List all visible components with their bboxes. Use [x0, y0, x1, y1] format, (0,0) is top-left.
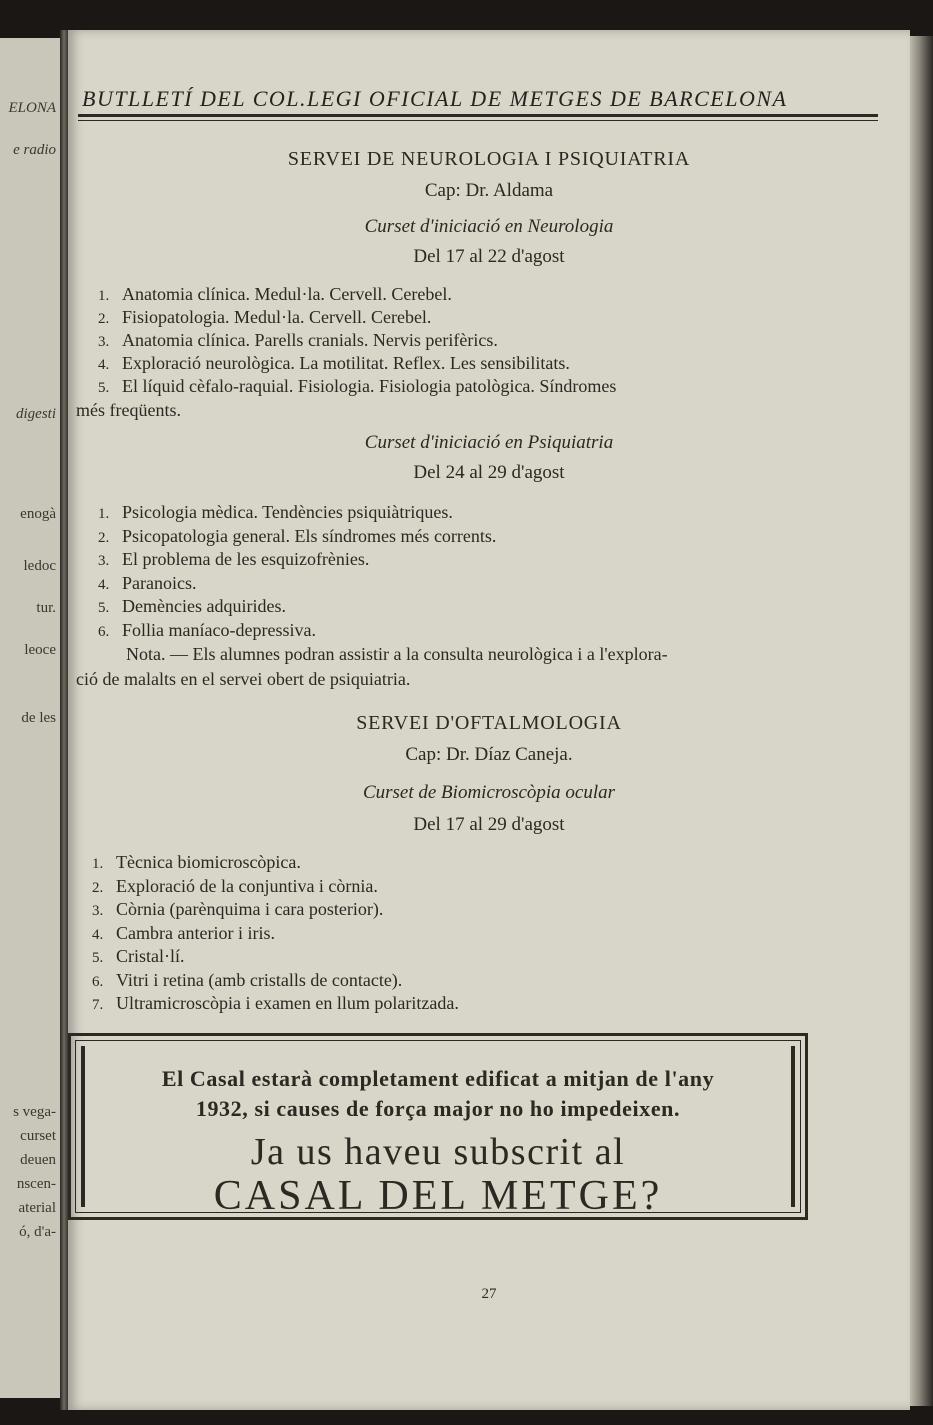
list-item-text: Psicologia mèdica. Tendències psiquiàtriques.	[122, 502, 453, 522]
header-rule-thin	[78, 120, 878, 121]
left-page-fragment: de les	[21, 710, 56, 726]
list-item-number: 2.	[98, 529, 110, 546]
list-continuation: més freqüents.	[76, 400, 181, 420]
list-item-number: 1.	[98, 288, 110, 304]
list-item	[98, 284, 452, 305]
running-header: BUTLLETÍ DEL COL.LEGI OFICIAL DE METGES DE BARCELONA	[82, 86, 788, 111]
header-rule-thick	[78, 114, 878, 117]
casal-advertisement	[68, 1033, 808, 1220]
left-page-fragment: e radio	[13, 142, 56, 158]
list-item-number: 5.	[92, 950, 104, 966]
note-line-2: ció de malalts en el servei obert de psiquiatria.	[76, 669, 411, 689]
list-item-text: Exploració de la conjuntiva i còrnia.	[116, 875, 378, 896]
list-item	[92, 923, 275, 944]
list-item-text: Anatomia clínica. Parells cranials. Nervis perifèrics.	[122, 330, 498, 350]
ad-line-1: El Casal estarà completament edificat a mitjan de l'any	[161, 1066, 715, 1091]
left-page-fragment: nscen-	[16, 1176, 56, 1192]
course-dates-oftalmologia: Del 17 al 29 d'agost	[413, 814, 565, 835]
list-item-number: 1.	[98, 506, 110, 522]
course-dates-neurologia: Del 17 al 22 d'agost	[413, 246, 565, 267]
list-item-number: 4.	[98, 576, 110, 593]
left-page-fragment: aterial	[18, 1200, 56, 1216]
list-item	[98, 620, 316, 641]
left-page-fragment: tur.	[36, 600, 56, 616]
left-page-fragment: ledoc	[23, 558, 56, 574]
list-item-number: 4.	[92, 926, 104, 943]
list-item	[92, 852, 301, 873]
ad-headline: CASAL DEL METGE?	[213, 1173, 663, 1219]
list-item-number: 6.	[98, 623, 110, 640]
list-item	[98, 549, 369, 570]
list-item	[92, 876, 378, 897]
course-title-oftalmologia: Curset de Biomicroscòpia ocular	[362, 782, 616, 803]
list-item	[98, 330, 498, 351]
list-item	[98, 307, 431, 328]
note-line-1: Nota. — Els alumnes podran assistir a la consulta neurològica i a l'explora-	[126, 644, 668, 664]
section-chief-neurologia: Cap: Dr. Aldama	[424, 180, 554, 201]
list-item-text: Còrnia (parènquima i cara posterior).	[116, 899, 384, 919]
section-title-oftalmologia: SERVEI D'OFTALMOLOGIA	[356, 712, 622, 734]
list-item	[92, 946, 185, 967]
list-item-text: Follia maníaco-depressiva.	[122, 619, 316, 640]
list-item-text: Fisiopatologia. Medul·la. Cervell. Cerebel.	[122, 307, 432, 327]
course-dates-psiquiatria: Del 24 al 29 d'agost	[413, 462, 565, 483]
list-item-number: 4.	[98, 357, 110, 373]
left-page-fragment: enogà	[20, 506, 56, 522]
ad-line-3: Ja us haveu subscrit al	[250, 1131, 626, 1173]
course-title-psiquiatria: Curset d'iniciació en Psiquiatria	[364, 432, 614, 453]
page-number: 27	[481, 1286, 497, 1302]
list-item-text: Paranoics.	[122, 572, 197, 593]
list-item	[98, 526, 496, 547]
section-title-neurologia: SERVEI DE NEUROLOGIA I PSIQUIATRIA	[287, 148, 691, 170]
list-item-text: Ultramicroscòpia i examen en llum polaritzada.	[116, 993, 459, 1013]
list-item	[98, 376, 616, 397]
left-facing-page	[0, 38, 62, 1398]
ad-line-2: 1932, si causes de força major no ho impedeixen.	[195, 1096, 681, 1121]
list-item-number: 1.	[92, 856, 104, 872]
list-item-number: 3.	[92, 903, 104, 919]
left-page-fragment: curset	[20, 1128, 56, 1144]
list-item-text: Cristal·lí.	[116, 946, 185, 966]
list-item-number: 2.	[92, 879, 104, 896]
list-item-text: Vitri i retina (amb cristalls de contacte).	[116, 969, 403, 990]
list-item-text: Anatomia clínica. Medul·la. Cervell. Cerebel.	[122, 284, 452, 304]
book-spine	[60, 30, 68, 1410]
list-item	[98, 353, 570, 374]
list-item-number: 2.	[98, 311, 110, 327]
list-item-text: Demències adquirides.	[122, 596, 286, 616]
left-page-fragment: leoce	[24, 642, 56, 658]
list-item-number: 3.	[98, 334, 110, 350]
list-item-text: Psicopatologia general. Els síndromes més corrents.	[122, 525, 497, 546]
list-item-number: 5.	[98, 600, 110, 616]
list-item-text: Tècnica biomicroscòpica.	[116, 852, 301, 872]
list-item-number: 3.	[98, 553, 110, 569]
left-page-fragment: deuen	[20, 1152, 56, 1168]
list-item	[92, 970, 402, 991]
list-item-text: El problema de les esquizofrènies.	[122, 549, 370, 569]
list-item-number: 5.	[98, 380, 110, 396]
list-item	[92, 993, 459, 1014]
list-item-text: El líquid cèfalo-raquial. Fisiologia. Fisiologia patològica. Síndromes	[122, 376, 617, 396]
list-item	[98, 573, 196, 594]
left-page-fragment: digesti	[16, 406, 56, 422]
left-page-fragment: s vega-	[13, 1104, 56, 1120]
list-item	[92, 899, 383, 920]
page-stack-edge	[910, 36, 933, 1406]
left-page-fragment: ELONA	[8, 100, 56, 116]
left-page-fragment: ó, d'a-	[19, 1224, 56, 1240]
list-item-text: Exploració neurològica. La motilitat. Reflex. Les sensibilitats.	[122, 353, 570, 373]
section-chief-oftalmologia: Cap: Dr. Díaz Caneja.	[405, 744, 573, 765]
course-title-neurologia: Curset d'iniciació en Neurologia	[364, 216, 614, 237]
page	[68, 30, 910, 1410]
list-item-number: 6.	[92, 973, 104, 990]
list-item	[98, 596, 286, 617]
list-item-text: Cambra anterior i iris.	[116, 922, 275, 943]
list-item-number: 7.	[92, 997, 104, 1013]
list-item	[98, 502, 453, 523]
